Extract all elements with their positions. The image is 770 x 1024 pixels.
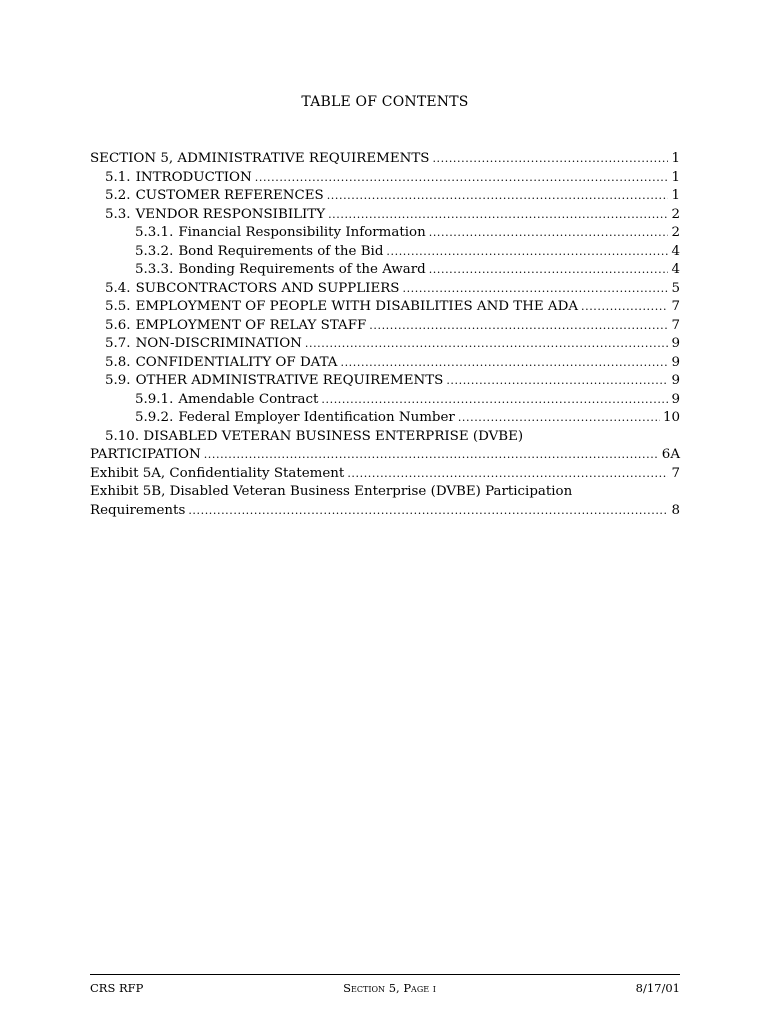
- toc-entry-page: 1: [671, 151, 680, 166]
- toc-entry-label: SUBCONTRACTORS AND SUPPLIERS: [135, 280, 400, 296]
- dot-leader: [386, 243, 668, 262]
- footer-document-name: CRS RFP: [90, 981, 144, 995]
- dot-leader: [347, 465, 668, 484]
- toc-entry-label: EMPLOYMENT OF PEOPLE WITH DISABILITIES AND THE ADA: [135, 299, 579, 314]
- toc-entry-5-3-1[interactable]: [90, 224, 680, 243]
- toc-entry-number: 5.3.3.: [135, 262, 174, 277]
- dot-leader: [204, 446, 659, 465]
- dot-leader: [429, 224, 669, 243]
- toc-entry-label: INTRODUCTION: [135, 169, 252, 185]
- toc-entry-page: 9: [671, 373, 680, 388]
- toc-entry-page: 7: [671, 317, 680, 333]
- toc-entry-number: 5.9.: [105, 373, 131, 388]
- toc-entry-5-8[interactable]: [90, 354, 680, 373]
- toc-entry-page: 7: [671, 299, 680, 314]
- toc-entry-page: 1: [671, 188, 680, 203]
- toc-entry-page: 5: [671, 280, 680, 296]
- toc-entry-5-6[interactable]: [90, 317, 680, 336]
- toc-entry-number: 5.7.: [105, 336, 131, 351]
- toc-entry-label: Exhibit 5A, Confidentiality Statement: [90, 465, 345, 481]
- toc-entry-number: 5.3.2.: [135, 243, 174, 259]
- toc-entry-label: EMPLOYMENT OF RELAY STAFF: [135, 317, 367, 333]
- dot-leader: [432, 150, 668, 169]
- toc-entry-5-9[interactable]: [90, 372, 680, 391]
- dot-leader: [402, 280, 668, 299]
- toc-entry-5-7[interactable]: [90, 335, 680, 354]
- toc-entry-label: VENDOR RESPONSIBILITY: [135, 206, 326, 222]
- page-title: TABLE OF CONTENTS: [301, 94, 469, 110]
- toc-entry-label: SECTION 5, ADMINISTRATIVE REQUIREMENTS: [90, 151, 430, 166]
- toc-entry-label: Financial Responsibility Information: [178, 225, 426, 240]
- toc-entry-number: 5.1.: [105, 169, 131, 185]
- toc-entry-5-10[interactable]: [90, 428, 680, 465]
- toc-entry-page: 2: [671, 225, 680, 240]
- toc-entry-number: 5.6.: [105, 317, 131, 333]
- toc-entry-label-line-1: Exhibit 5B, Disabled Veteran Business Enterprise (DVBE) Participation: [90, 484, 573, 499]
- toc-entry-page: 4: [671, 243, 680, 259]
- toc-entry-label: Bond Requirements of the Bid: [178, 243, 384, 259]
- toc-entry-number: 5.8.: [105, 354, 131, 370]
- dot-leader: [458, 409, 660, 428]
- toc-entry-number: 5.9.1.: [135, 391, 174, 407]
- toc-entry-5-3-2[interactable]: [90, 243, 680, 262]
- toc-entry-5-3-3[interactable]: [90, 261, 680, 280]
- toc-entry-label: Bonding Requirements of the Award: [178, 262, 426, 277]
- toc-entry-page: 9: [671, 336, 680, 351]
- dot-leader: [429, 261, 669, 280]
- toc-entry-number: 5.3.1.: [135, 225, 174, 240]
- toc-entry-number: 5.4.: [105, 280, 131, 296]
- toc-entry-page: 6A: [661, 447, 680, 462]
- toc-entry-exhibit-5b[interactable]: [90, 483, 680, 520]
- footer-date: 8/17/01: [635, 981, 680, 995]
- toc-entry-5-2[interactable]: [90, 187, 680, 206]
- toc-entry-label-line-1: 5.10. DISABLED VETERAN BUSINESS ENTERPRISE (DVBE): [105, 428, 524, 444]
- toc-entry-exhibit-5a[interactable]: [90, 465, 680, 484]
- toc-entry-number: 5.3.: [105, 206, 131, 222]
- toc-entry-page: 2: [671, 206, 680, 222]
- toc-entry-label: NON-DISCRIMINATION: [135, 336, 302, 351]
- toc-entry-page: 1: [671, 169, 680, 185]
- footer-page-number: Section 5, Page i: [343, 981, 436, 995]
- toc-entry-label: Amendable Contract: [178, 391, 319, 407]
- dot-leader: [321, 391, 668, 410]
- toc-entry-page: 9: [671, 391, 680, 407]
- toc-entry-label: CONFIDENTIALITY OF DATA: [135, 354, 338, 370]
- page-footer: [90, 974, 680, 995]
- toc-entry-5-4[interactable]: [90, 280, 680, 299]
- toc-entry-label-line-2: PARTICIPATION: [90, 447, 201, 462]
- table-of-contents: [90, 150, 680, 520]
- toc-entry-page: 9: [671, 354, 680, 370]
- toc-entry-5-1[interactable]: [90, 169, 680, 188]
- dot-leader: [446, 372, 668, 391]
- toc-entry-5-9-2[interactable]: [90, 409, 680, 428]
- dot-leader: [369, 317, 668, 336]
- dot-leader: [327, 187, 669, 206]
- toc-entry-label-line-2: Requirements: [90, 502, 186, 518]
- toc-entry-number: 5.5.: [105, 299, 131, 314]
- toc-entry-5-9-1[interactable]: [90, 391, 680, 410]
- toc-entry-5-5[interactable]: [90, 298, 680, 317]
- toc-entry-page: 8: [671, 502, 680, 518]
- dot-leader: [581, 298, 668, 317]
- toc-entry-number: 5.2.: [105, 188, 131, 203]
- toc-entry-label: Federal Employer Identification Number: [178, 410, 455, 425]
- toc-entry-label: CUSTOMER REFERENCES: [135, 188, 324, 203]
- dot-leader: [328, 206, 668, 225]
- toc-entry-page: 4: [671, 262, 680, 277]
- toc-entry-section-5[interactable]: [90, 150, 680, 169]
- toc-entry-number: 5.9.2.: [135, 410, 174, 425]
- toc-entry-5-3[interactable]: [90, 206, 680, 225]
- toc-entry-page: 10: [662, 410, 680, 425]
- toc-entry-line-2: [90, 446, 680, 465]
- toc-entry-line-2: [90, 502, 680, 521]
- dot-leader: [340, 354, 668, 373]
- dot-leader: [305, 335, 669, 354]
- dot-leader: [255, 169, 669, 188]
- toc-entry-page: 7: [671, 465, 680, 481]
- dot-leader: [188, 502, 668, 521]
- toc-entry-label: OTHER ADMINISTRATIVE REQUIREMENTS: [135, 373, 444, 388]
